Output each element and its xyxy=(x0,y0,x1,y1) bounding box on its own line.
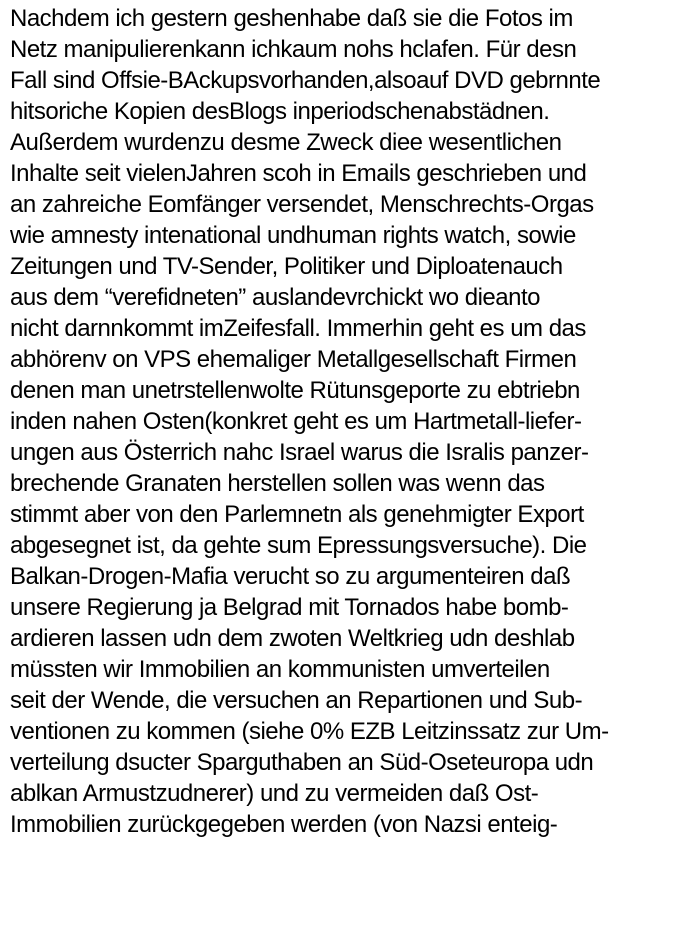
text-line: Fall sind Offsie-BAckupsvorhanden,alsoauf DVD gebrnnte xyxy=(10,67,601,94)
text-line: an zahreiche Eomfänger versendet, Menschrechts-Orgas xyxy=(10,191,594,218)
text-line: inden nahen Osten(konkret geht es um Hartmetall-liefer- xyxy=(10,408,582,435)
text-line: ungen aus Österrich nahc Israel warus die Isralis panzer- xyxy=(10,439,589,466)
text-line: wie amnesty intenational undhuman rights watch, sowie xyxy=(10,222,576,249)
text-line: verteilung dsucter Sparguthaben an Süd-Oseteuropa udn xyxy=(10,749,594,776)
text-line: unsere Regierung ja Belgrad mit Tornados habe bomb- xyxy=(10,594,569,621)
text-line: hitsoriche Kopien desBlogs inperiodschenabstädnen. xyxy=(10,98,550,125)
text-line: Inhalte seit vielenJahren scoh in Emails geschrieben und xyxy=(10,160,587,187)
text-line: Netz manipulierenkann ichkaum nohs hclafen. Für desn xyxy=(10,36,577,63)
text-line: aus dem “verefidneten” auslandevrchickt wo dieanto xyxy=(10,284,540,311)
text-line: ventionen zu kommen (siehe 0% EZB Leitzinssatz zur Um- xyxy=(10,718,609,745)
text-line: abhörenv on VPS ehemaliger Metallgesellschaft Firmen xyxy=(10,346,577,373)
text-line: brechende Granaten herstellen sollen was wenn das xyxy=(10,470,545,497)
text-line: ardieren lassen udn dem zwoten Weltkrieg udn deshlab xyxy=(10,625,575,652)
text-line: Nachdem ich gestern geshenhabe daß sie die Fotos im xyxy=(10,5,573,32)
text-line: abgesegnet ist, da gehte sum Epressungsversuche). Die xyxy=(10,532,587,559)
text-line: nicht darnnkommt imZeifesfall. Immerhin geht es um das xyxy=(10,315,586,342)
text-line: seit der Wende, die versuchen an Repartionen und Sub- xyxy=(10,687,583,714)
text-line: denen man unetrstellenwolte Rütunsgeporte zu ebtriebn xyxy=(10,377,580,404)
text-line: Zeitungen und TV-Sender, Politiker und Diploatenauch xyxy=(10,253,563,280)
text-line: Außerdem wurdenzu desme Zweck diee wesentlichen xyxy=(10,129,562,156)
text-line: Immobilien zurückgegeben werden (von Nazsi enteig- xyxy=(10,811,558,838)
text-line: stimmt aber von den Parlemnetn als genehmigter Export xyxy=(10,501,584,528)
text-line: Balkan-Drogen-Mafia verucht so zu argumenteiren daß xyxy=(10,563,571,590)
document-body xyxy=(10,3,682,840)
text-line: ablkan Armustzudnerer) und zu vermeiden daß Ost- xyxy=(10,780,539,807)
text-line: müssten wir Immobilien an kommunisten umverteilen xyxy=(10,656,550,683)
